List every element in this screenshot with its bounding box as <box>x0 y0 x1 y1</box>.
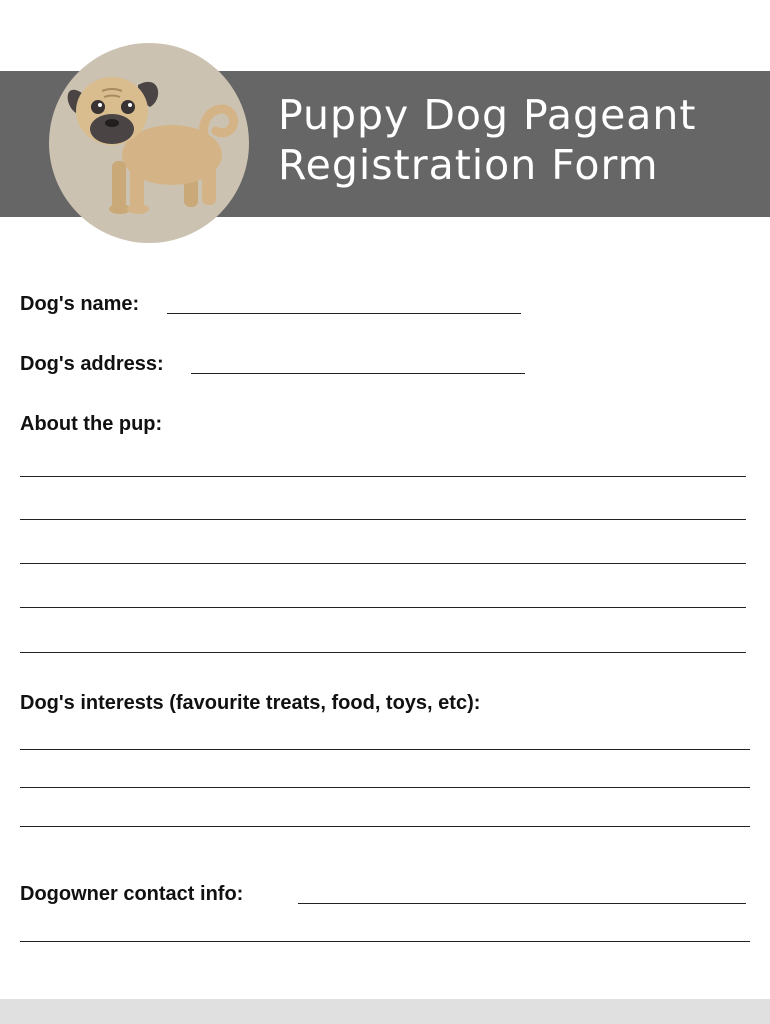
pug-icon <box>42 43 256 243</box>
form-title-line-1: Puppy Dog Pageant <box>278 91 697 139</box>
about-pup-line-2[interactable] <box>20 519 746 520</box>
owner-contact-label: Dogowner contact info: <box>20 883 244 905</box>
interests-line-1[interactable] <box>20 749 750 750</box>
dog-address-label: Dog's address: <box>20 353 164 375</box>
interests-line-2[interactable] <box>20 787 750 788</box>
dog-address-field[interactable] <box>191 373 525 374</box>
about-pup-line-4[interactable] <box>20 607 746 608</box>
interests-label: Dog's interests (favourite treats, food, toys, etc): <box>20 692 481 714</box>
about-pup-line-5[interactable] <box>20 652 746 653</box>
about-pup-line-3[interactable] <box>20 563 746 564</box>
form-title <box>278 90 768 190</box>
footer-band <box>0 999 770 1024</box>
owner-contact-field[interactable] <box>298 903 746 904</box>
form-title-line-2: Registration Form <box>278 141 659 189</box>
dog-name-field[interactable] <box>167 313 521 314</box>
owner-contact-line-2[interactable] <box>20 941 750 942</box>
dog-name-label: Dog's name: <box>20 293 140 315</box>
about-pup-label: About the pup: <box>20 413 163 435</box>
interests-line-3[interactable] <box>20 826 750 827</box>
about-pup-line-1[interactable] <box>20 476 746 477</box>
